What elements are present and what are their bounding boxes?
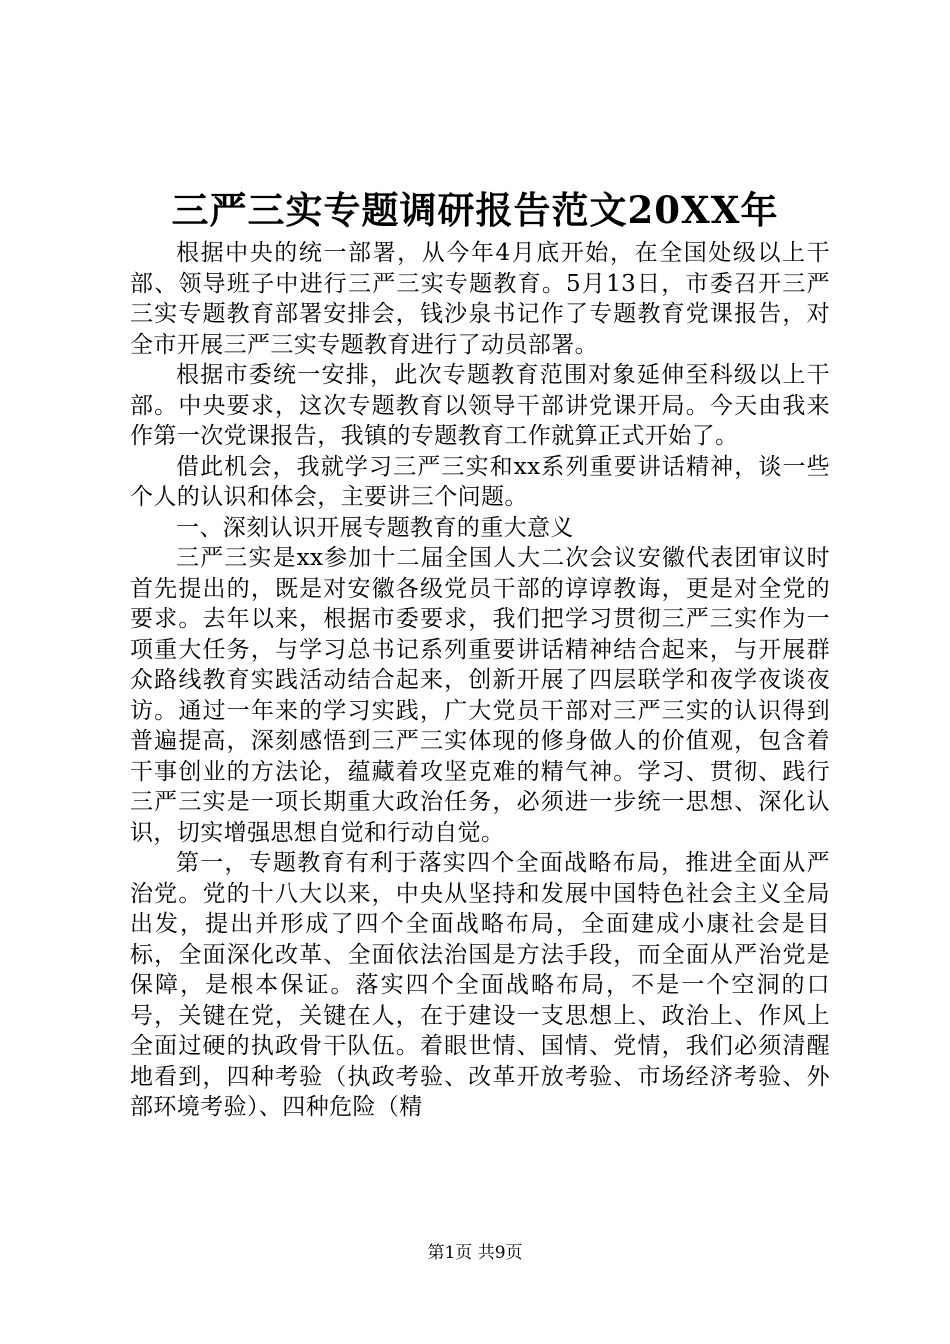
paragraph: 第一，专题教育有利于落实四个全面战略布局，推进全面从严治党。党的十八大以来，中央从坚持和发展中国特色社会主义全局出发，提出并形成了四个全面战略布局，全面建成小康社会是目标，全面深化改革、全面依法治国是方法手段，而全面从严治党是保障，是根本保证。落实四个全面战略布局，不是一个空洞的口号，关键在党，关键在人，在于建设一支思想上、政治上、作风上全面过硬的执政骨干队伍。着眼世情、国情、党情，我们必须清醒地看到，四种考验（执政考验、改革开放考验、市场经济考验、外部环境考验）、四种危险（精 [130,850,830,1120]
paragraph: 借此机会，我就学习三严三实和xx系列重要讲话精神，谈一些个人的认识和体会，主要讲三个问题。 [130,453,830,510]
paragraph: 根据市委统一安排，此次专题教育范围对象延伸至科级以上干部。中央要求，这次专题教育以领导干部讲党课开局。今天由我来作第一次党课报告，我镇的专题教育工作就算正式开始了。 [130,362,830,449]
document-body [130,238,830,1123]
paragraph: 根据中央的统一部署，从今年4月底开始，在全国处级以上干部、领导班子中进行三严三实专题教育。5月13日，市委召开三严三实专题教育部署安排会，钱沙泉书记作了专题教育党课报告，对全市开展三严三实专题教育进行了动员部署。 [130,240,830,358]
paragraph: 三严三实是xx参加十二届全国人大二次会议安徽代表团审议时首先提出的，既是对安徽各级党员干部的谆谆教诲，更是对全党的要求。去年以来，根据市委要求，我们把学习贯彻三严三实作为一项重大任务，与学习总书记系列重要讲话精神结合起来，与开展群众路线教育实践活动结合起来，创新开展了四层联学和夜学夜谈夜访。通过一年来的学习实践，广大党员干部对三严三实的认识得到普遍提高，深刻感悟到三严三实体现的修身做人的价值观，包含着干事创业的方法论，蕴藏着攻坚克难的精气神。学习、贯彻、践行三严三实是一项长期重大政治任务，必须进一步统一思想、深化认识，切实增强思想自觉和行动自觉。 [130,545,830,846]
section-heading: 一、深刻认识开展专题教育的重大意义 [176,514,574,541]
document-title: 三严三实专题调研报告范文20XX年 [171,188,779,232]
page-footer: 第1页 共9页 [427,1243,523,1263]
